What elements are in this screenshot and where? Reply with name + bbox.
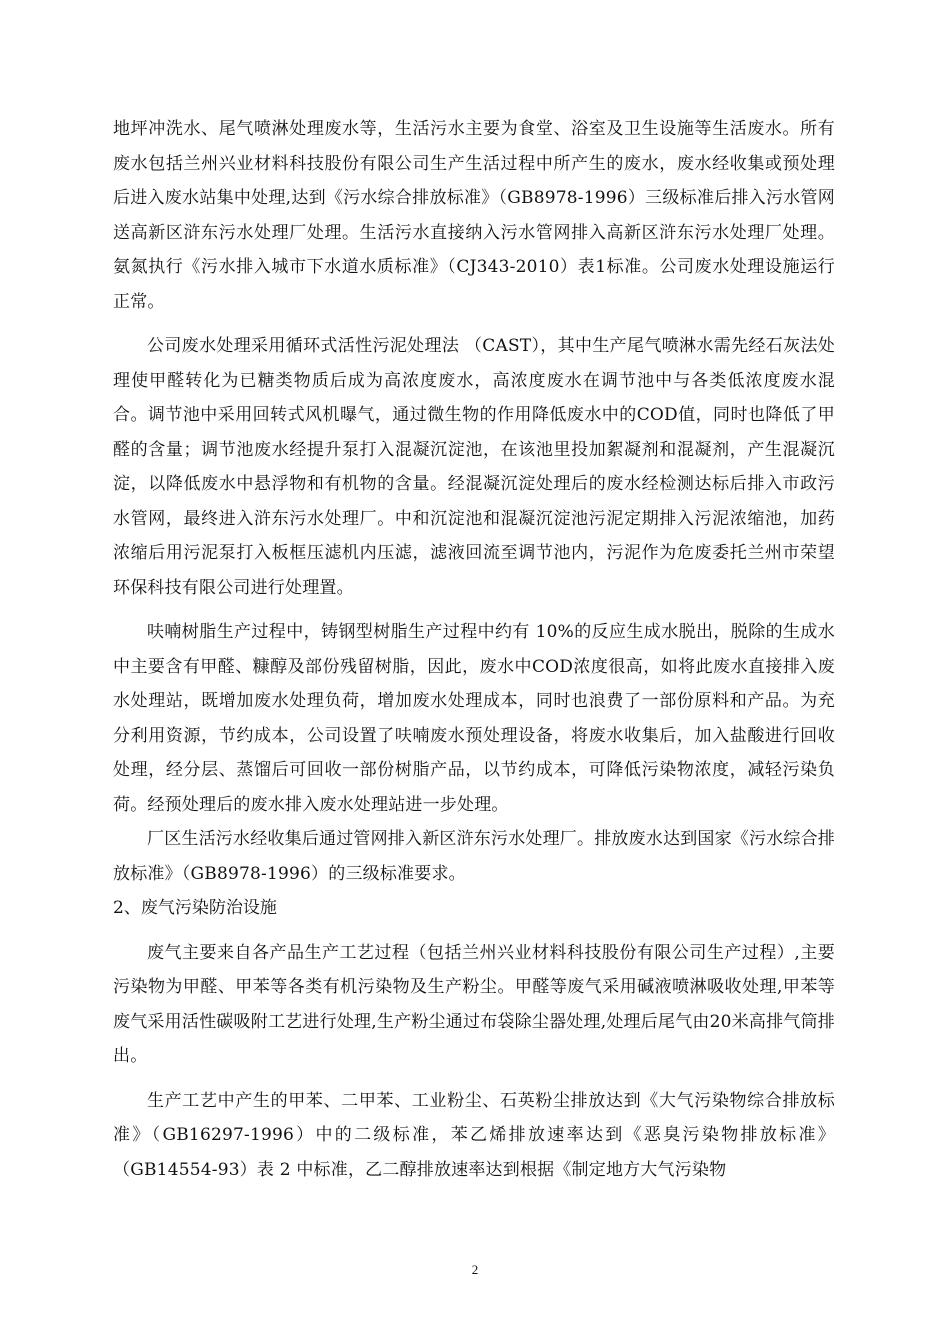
paragraph-cast-process: 公司废水处理采用循环式活性污泥处理法 （CAST），其中生产尾气喷淋水需先经石灰法处理使甲醛转化为已糖类物质后成为高浓度废水，高浓度废水在调节池中与各类低浓度废水混合。调节池中采用回转式风机曝气，通过微生物的作用降低废水中的COD值，同时也降低了甲醛的含量；调节池废水经提升泵打入混凝沉淀池，在该池里投加絮凝剂和混凝剂，产生混凝沉淀，以降低废水中悬浮物和有机物的含量。经混凝沉淀处理后的废水经检测达标后排入市政污水管网，最终进入浒东污水处理厂。中和沉淀池和混凝沉淀池污泥定期排入污泥浓缩池，加药浓缩后用污泥泵打入板框压滤机内压滤，滤液回流至调节池内，污泥作为危废委托兰州市荣望环保科技有限公司进行处理置。	[113, 336, 835, 598]
paragraph-domestic-sewage: 厂区生活污水经收集后通过管网排入新区浒东污水处理厂。排放废水达到国家《污水综合排放标准》（GB8978-1996）的三级标准要求。	[113, 829, 835, 884]
paragraph-emission-standards: 生产工艺中产生的甲苯、二甲苯、工业粉尘、石英粉尘排放达到《大气污染物综合排放标准》（GB16297-1996）中的二级标准，苯乙烯排放速率达到《恶臭污染物排放标准》（GB14554-93）表 2 中标准，乙二醇排放速率达到根据《制定地方大气污染物	[113, 1090, 835, 1180]
paragraph-furan-resin-wastewater: 呋喃树脂生产过程中，铸钢型树脂生产过程中约有 10%的反应生成水脱出，脱除的生成水中主要含有甲醛、糠醇及部份残留树脂，因此，废水中COD浓度很高，如将此废水直接排入废水处理站，既增加废水处理负荷，增加废水处理成本，同时也浪费了一部份原料和产品。为充分利用资源，节约成本，公司设置了呋喃废水预处理设备，将废水收集后，加入盐酸进行回收处理，经分层、蒸馏后可回收一部份树脂产品，以节约成本，可降低污染物浓度，减轻污染负荷。经预处理后的废水排入废水处理站进一步处理。	[113, 622, 835, 815]
paragraph-waste-gas-sources: 废气主要来自各产品生产工艺过程（包括兰州兴业材料科技股份有限公司生产过程）,主要污染物为甲醛、甲苯等各类有机污染物及生产粉尘。甲醛等废气采用碱液喷淋吸收处理,甲苯等废气采用活性碳吸附工艺进行处理,生产粉尘通过布袋除尘器处理,处理后尾气由20米高排气筒排出。	[113, 942, 835, 1066]
section-heading-waste-gas: 2、废气污染防治设施	[113, 898, 277, 918]
paragraph-wastewater-sources: 地坪冲洗水、尾气喷淋处理废水等，生活污水主要为食堂、浴室及卫生设施等生活废水。所有废水包括兰州兴业材料科技股份有限公司生产生活过程中所产生的废水，废水经收集或预处理后进入废水站集中处理,达到《污水综合排放标准》（GB8978-1996）三级标准后排入污水管网送高新区浒东污水处理厂处理。生活污水直接纳入污水管网排入高新区浒东污水处理厂处理。氨氮执行《污水排入城市下水道水质标准》（CJ343-2010）表1标准。公司废水处理设施运行正常。	[113, 119, 835, 312]
body-text	[113, 112, 835, 1187]
page-number: 2	[471, 1262, 479, 1277]
